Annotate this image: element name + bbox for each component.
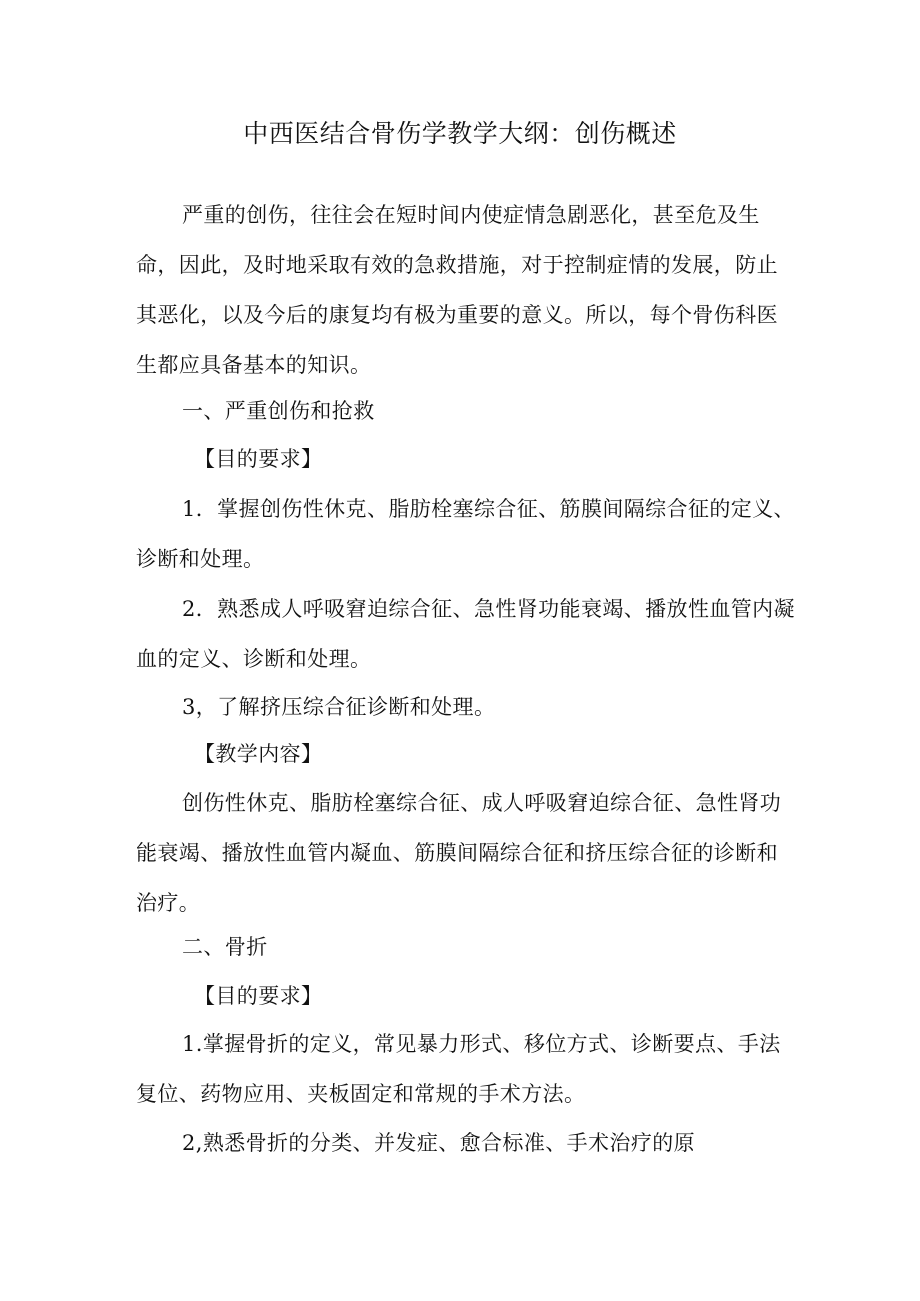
intro-paragraph: 严重的创伤，往往会在短时间内使症情急剧恶化，甚至危及生命，因此，及时地采取有效的急救措施，对于控制症情的发展，防止其恶化，以及今后的康复均有极为重要的意义。所以，每个骨伤科医生都应具备基本的知识。 — [136, 203, 778, 377]
section2-item1: 1.掌握骨折的定义，常见暴力形式、移位方式、诊断要点、手法复位、药物应用、夹板固定和常规的手术方法。 — [136, 1032, 781, 1106]
section2-heading: 二、骨折 — [182, 935, 268, 959]
section2-item2: 2,熟悉骨折的分类、并发症、愈合标准、手术治疗的原 — [182, 1131, 696, 1155]
section1-item3: 3，了解挤压综合征诊断和处理。 — [182, 695, 496, 719]
section1-item1: 1．掌握创伤性休克、脂肪栓塞综合征、筋膜间隔综合征的定义、诊断和处理。 — [136, 497, 795, 571]
section1-content: 创伤性休克、脂肪栓塞综合征、成人呼吸窘迫综合征、急性肾功能衰竭、播放性血管内凝血、筋膜间隔综合征和挤压综合征的诊断和治疗。 — [136, 791, 782, 915]
section1-item2: 2．熟悉成人呼吸窘迫综合征、急性肾功能衰竭、播放性血管内凝血的定义、诊断和处理。 — [136, 597, 795, 671]
document-title: 中西医结合骨伤学教学大纲：创伤概述 — [243, 119, 677, 148]
section1-requirements-label: 【目的要求】 — [194, 447, 323, 471]
section1-heading: 一、严重创伤和抢救 — [182, 399, 375, 423]
section2-requirements-label: 【目的要求】 — [194, 984, 323, 1008]
section1-content-label: 【教学内容】 — [194, 742, 323, 766]
